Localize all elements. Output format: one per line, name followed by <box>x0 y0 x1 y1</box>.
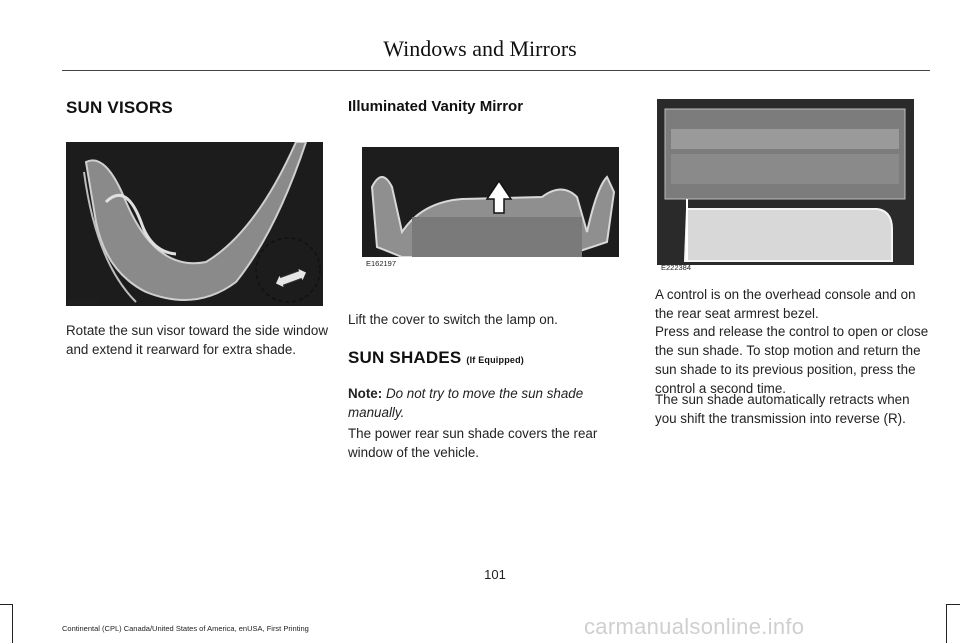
page-header-title: Windows and Mirrors <box>383 36 577 61</box>
sun-shade-paragraph: The power rear sun shade covers the rear window of the vehicle. <box>348 426 598 460</box>
figure-code: E162197 <box>366 259 397 268</box>
reverse-retract-paragraph: The sun shade automatically retracts when you shift the transmission into reverse (R). <box>655 392 910 426</box>
control-location-paragraph: A control is on the overhead console and on the rear seat armrest bezel. <box>655 287 916 321</box>
control-operation-paragraph: Press and release the control to open or close the sun shade. To stop motion and return the sun shade to its previous position, press the control a second time. <box>655 324 929 396</box>
sun-visor-illustration <box>66 142 323 306</box>
figure-code: E138666 <box>68 297 99 306</box>
footer-printing-info: Continental (CPL) Canada/United States of America, enUSA, First Printing <box>62 624 309 633</box>
note-paragraph <box>348 384 620 422</box>
sun-shades-heading <box>348 348 524 368</box>
crop-mark <box>0 604 13 605</box>
sun-visor-paragraph: Rotate the sun visor toward the side window and extend it rearward for extra shade. <box>66 323 329 357</box>
page-number: 101 <box>484 567 506 582</box>
crop-mark <box>946 604 947 643</box>
header-rule <box>62 70 930 71</box>
if-equipped-label: (If Equipped) <box>466 355 524 365</box>
sun-visors-heading: SUN VISORS <box>66 98 173 117</box>
figure-code: E222384 <box>661 263 692 272</box>
crop-mark <box>946 604 960 605</box>
vanity-mirror-subheading: Illuminated Vanity Mirror <box>348 98 524 115</box>
sun-shade-drawing <box>657 99 914 272</box>
vanity-mirror-drawing <box>362 147 619 271</box>
sun-shade-illustration <box>657 99 914 272</box>
crop-mark <box>12 604 13 643</box>
vanity-mirror-illustration <box>362 147 619 271</box>
vanity-mirror-paragraph: Lift the cover to switch the lamp on. <box>348 312 558 327</box>
watermark: carmanualsonline.info <box>584 614 805 639</box>
note-label: Note: <box>348 386 383 401</box>
sun-shades-title: SUN SHADES <box>348 348 462 367</box>
sun-visor-drawing <box>66 142 323 306</box>
note-text: Do not try to move the sun shade manually. <box>348 386 584 420</box>
